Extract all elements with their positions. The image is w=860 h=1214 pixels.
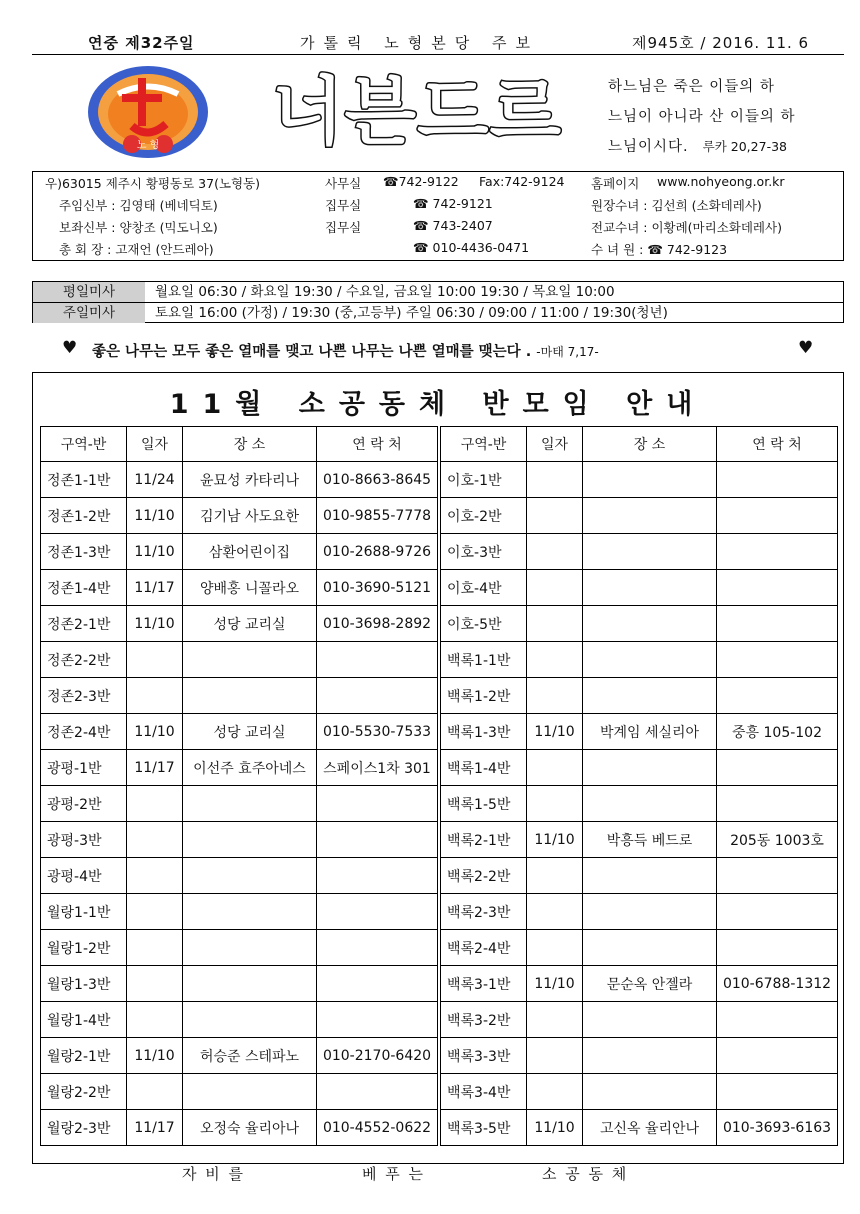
contact-cell: 010-8663-8645: [317, 462, 438, 498]
verse-reference: -마태 7,17-: [536, 345, 599, 359]
place-cell: [583, 570, 717, 606]
fax-number: Fax:742-9124: [479, 174, 565, 189]
info-row: [33, 174, 843, 196]
meeting-table-right: [440, 426, 838, 1146]
date-cell: [527, 462, 583, 498]
place-cell: [583, 642, 717, 678]
pastor: 주임신부 : 김영태 (베네딕토): [59, 198, 218, 213]
group-cell: 월랑2-1반: [41, 1038, 127, 1074]
header-group: 구역-반: [41, 427, 127, 462]
table-row: [41, 894, 438, 930]
date-cell: [527, 1002, 583, 1038]
date-cell: [527, 678, 583, 714]
contact-cell: 010-9855-7778: [317, 498, 438, 534]
rectory-label: 집무실: [325, 198, 362, 213]
contact-cell: 010-3698-2892: [317, 606, 438, 642]
info-row: [33, 218, 843, 240]
table-row: [441, 678, 838, 714]
rectory-phone: ☎ 743-2407: [413, 218, 493, 233]
contact-cell: [317, 678, 438, 714]
date-cell: [527, 894, 583, 930]
date-cell: [127, 930, 183, 966]
group-cell: 이호-5반: [441, 606, 527, 642]
table-row: [441, 750, 838, 786]
bulletin-header: [32, 30, 844, 55]
date-cell: [527, 930, 583, 966]
table-row: [41, 714, 438, 750]
date-cell: [527, 498, 583, 534]
contact-cell: 010-6788-1312: [717, 966, 838, 1002]
masthead-title: 너븐드르: [272, 69, 562, 155]
weekday-mass-row: [33, 282, 843, 303]
header-contact: 연 락 처: [317, 427, 438, 462]
group-cell: 광평-3반: [41, 822, 127, 858]
place-cell: [183, 858, 317, 894]
place-cell: [183, 786, 317, 822]
table-row: [41, 678, 438, 714]
date-cell: [127, 894, 183, 930]
table-row: [41, 822, 438, 858]
place-cell: 고신옥 율리안나: [583, 1110, 717, 1146]
date-cell: 11/10: [527, 822, 583, 858]
rectory-label: 집무실: [325, 220, 362, 235]
group-cell: 백록1-4반: [441, 750, 527, 786]
table-row: [41, 1038, 438, 1074]
group-cell: 이호-2반: [441, 498, 527, 534]
place-cell: [183, 1002, 317, 1038]
contact-cell: [717, 1074, 838, 1110]
issue-number-date: 제945호 / 2016. 11. 6: [632, 34, 810, 52]
place-cell: [183, 822, 317, 858]
weekday-mass-label: 평일미사: [33, 282, 145, 302]
group-cell: 백록3-3반: [441, 1038, 527, 1074]
liturgical-week: 연중 제32주일: [88, 34, 195, 52]
logo-text: 노 형: [136, 140, 160, 151]
date-cell: 11/24: [127, 462, 183, 498]
table-row: [441, 966, 838, 1002]
contact-cell: [717, 894, 838, 930]
group-cell: 정존1-2반: [41, 498, 127, 534]
date-cell: [127, 642, 183, 678]
group-cell: 월랑1-4반: [41, 1002, 127, 1038]
table-row: [441, 930, 838, 966]
footer-word: 자 비 를: [182, 1165, 246, 1183]
place-cell: [583, 786, 717, 822]
group-cell: 백록1-3반: [441, 714, 527, 750]
table-header-row: [41, 427, 438, 462]
group-cell: 백록1-2반: [441, 678, 527, 714]
contact-cell: [317, 894, 438, 930]
table-row: [41, 858, 438, 894]
date-cell: [527, 786, 583, 822]
group-cell: 백록3-2반: [441, 1002, 527, 1038]
info-row: [33, 240, 843, 262]
date-cell: 11/10: [127, 606, 183, 642]
table-row: [441, 786, 838, 822]
date-cell: [127, 1002, 183, 1038]
table-row: [441, 534, 838, 570]
table-row: [441, 498, 838, 534]
council-president: 총 회 장 : 고재언 (안드레아): [59, 242, 214, 257]
info-row: [33, 196, 843, 218]
table-row: [441, 606, 838, 642]
group-cell: 정존1-3반: [41, 534, 127, 570]
group-cell: 백록3-5반: [441, 1110, 527, 1146]
place-cell: 이선주 효주아네스: [183, 750, 317, 786]
place-cell: 성당 교리실: [183, 606, 317, 642]
contact-cell: [717, 462, 838, 498]
sunday-mass-row: [33, 303, 843, 323]
date-cell: [527, 642, 583, 678]
table-row: [41, 642, 438, 678]
superior-sister: 원장수녀 : 김선희 (소화데레사): [591, 198, 762, 213]
footer-word: 베 푸 는: [362, 1165, 426, 1183]
group-cell: 정존2-1반: [41, 606, 127, 642]
group-cell: 월랑2-2반: [41, 1074, 127, 1110]
rectory-phone: ☎ 742-9121: [413, 196, 493, 211]
contact-cell: 010-2688-9726: [317, 534, 438, 570]
contact-cell: 010-4552-0622: [317, 1110, 438, 1146]
gospel-quote: [608, 72, 844, 162]
place-cell: [583, 1038, 717, 1074]
date-cell: 11/10: [127, 534, 183, 570]
header-date: 일자: [127, 427, 183, 462]
place-cell: [183, 1074, 317, 1110]
contact-cell: [317, 930, 438, 966]
group-cell: 이호-4반: [441, 570, 527, 606]
table-row: [441, 1110, 838, 1146]
contact-cell: [317, 822, 438, 858]
table-row: [441, 1074, 838, 1110]
table-row: [441, 894, 838, 930]
group-cell: 백록1-5반: [441, 786, 527, 822]
header-group: 구역-반: [441, 427, 527, 462]
contact-cell: [717, 1002, 838, 1038]
quote-line-3: 느님이시다.: [608, 139, 689, 155]
date-cell: 11/17: [127, 570, 183, 606]
table-row: [41, 966, 438, 1002]
contact-cell: [317, 642, 438, 678]
date-cell: 11/17: [127, 1110, 183, 1146]
place-cell: [583, 1002, 717, 1038]
heart-icon: ♥: [798, 338, 814, 358]
date-cell: [527, 750, 583, 786]
contact-cell: [317, 1002, 438, 1038]
mass-schedule: [32, 281, 844, 323]
group-cell: 월랑1-3반: [41, 966, 127, 1002]
contact-cell: [717, 498, 838, 534]
date-cell: [527, 534, 583, 570]
place-cell: [583, 606, 717, 642]
date-cell: 11/10: [127, 498, 183, 534]
contact-cell: [317, 966, 438, 1002]
table-row: [41, 462, 438, 498]
group-cell: 백록2-3반: [441, 894, 527, 930]
date-cell: 11/10: [127, 1038, 183, 1074]
group-cell: 정존2-2반: [41, 642, 127, 678]
date-cell: [127, 822, 183, 858]
place-cell: [183, 678, 317, 714]
homepage-label: 홈페이지: [591, 176, 640, 191]
quote-line-1: 하느님은 죽은 이들의 하: [608, 79, 775, 95]
contact-cell: 010-2170-6420: [317, 1038, 438, 1074]
sunday-mass-times: 토요일 16:00 (가정) / 19:30 (중,고등부) 주일 06:30 / 09:00 / 11:00 / 19:30(청년): [155, 305, 668, 321]
table-row: [41, 1002, 438, 1038]
homepage-url[interactable]: www.nohyeong.or.kr: [657, 174, 785, 189]
contact-cell: [717, 534, 838, 570]
group-cell: 백록2-4반: [441, 930, 527, 966]
place-cell: [583, 498, 717, 534]
place-cell: 윤묘성 카타리나: [183, 462, 317, 498]
convent-phone: 수 녀 원 : ☎ 742-9123: [591, 242, 728, 257]
assistant-priest: 보좌신부 : 양창조 (믹도니오): [59, 220, 218, 235]
table-row: [41, 534, 438, 570]
table-row: [41, 930, 438, 966]
table-row: [441, 642, 838, 678]
table-row: [41, 1110, 438, 1146]
date-cell: [527, 858, 583, 894]
contact-cell: 010-5530-7533: [317, 714, 438, 750]
date-cell: 11/10: [527, 1110, 583, 1146]
date-cell: 11/10: [127, 714, 183, 750]
place-cell: [183, 642, 317, 678]
date-cell: [527, 606, 583, 642]
quote-line-2: 느님이 아니라 산 이들의 하: [608, 109, 796, 125]
table-header-row: [441, 427, 838, 462]
contact-cell: [717, 642, 838, 678]
footer-word: 소 공 동 체: [542, 1165, 629, 1183]
header-date: 일자: [527, 427, 583, 462]
table-row: [41, 1074, 438, 1110]
place-cell: [583, 534, 717, 570]
meeting-table-left: [40, 426, 438, 1146]
table-row: [441, 858, 838, 894]
missionary-sister: 전교수녀 : 이황례(마리소화데레사): [591, 220, 782, 235]
section-title: 11월 소공동체 반모임 안내: [169, 389, 707, 420]
date-cell: [527, 570, 583, 606]
group-cell: 이호-1반: [441, 462, 527, 498]
bulletin-name: 가톨릭 노형본당 주보: [300, 34, 539, 52]
date-cell: [527, 1038, 583, 1074]
date-cell: 11/10: [527, 966, 583, 1002]
group-cell: 광평-1반: [41, 750, 127, 786]
bible-verse: [32, 338, 844, 362]
header-place: 장 소: [583, 427, 717, 462]
contact-cell: [717, 570, 838, 606]
contact-cell: 스페이스1차 301: [317, 750, 438, 786]
date-cell: [127, 966, 183, 1002]
weekday-mass-times: 월요일 06:30 / 화요일 19:30 / 수요일, 금요일 10:00 19:30 / 목요일 10:00: [155, 284, 615, 300]
group-cell: 백록1-1반: [441, 642, 527, 678]
contact-cell: [317, 1074, 438, 1110]
group-cell: 이호-3반: [441, 534, 527, 570]
council-phone: ☎ 010-4436-0471: [413, 240, 530, 255]
table-row: [441, 714, 838, 750]
contact-cell: [717, 606, 838, 642]
group-cell: 정존1-4반: [41, 570, 127, 606]
contact-cell: [717, 750, 838, 786]
date-cell: 11/17: [127, 750, 183, 786]
group-cell: 백록3-4반: [441, 1074, 527, 1110]
place-cell: [583, 858, 717, 894]
contact-cell: 205동 1003호: [717, 822, 838, 858]
contact-cell: [317, 786, 438, 822]
table-row: [41, 606, 438, 642]
header-contact: 연 락 처: [717, 427, 838, 462]
place-cell: [583, 678, 717, 714]
place-cell: [183, 930, 317, 966]
parish-address: 우)63015 제주시 황평동로 37(노형동): [45, 176, 261, 191]
place-cell: [183, 894, 317, 930]
place-cell: 양배홍 니꼴라오: [183, 570, 317, 606]
place-cell: 삼환어린이집: [183, 534, 317, 570]
parish-info-box: [32, 171, 844, 261]
place-cell: 오정숙 율리아나: [183, 1110, 317, 1146]
sunday-mass-label: 주일미사: [33, 303, 145, 323]
contact-cell: [717, 930, 838, 966]
contact-cell: 010-3690-5121: [317, 570, 438, 606]
place-cell: 박계임 세실리아: [583, 714, 717, 750]
header-place: 장 소: [183, 427, 317, 462]
place-cell: [183, 966, 317, 1002]
place-cell: [583, 1074, 717, 1110]
date-cell: [127, 858, 183, 894]
date-cell: [127, 786, 183, 822]
group-cell: 정존2-3반: [41, 678, 127, 714]
group-cell: 백록2-1반: [441, 822, 527, 858]
office-label: 사무실: [325, 176, 362, 191]
place-cell: [583, 930, 717, 966]
date-cell: [127, 678, 183, 714]
group-cell: 정존2-4반: [41, 714, 127, 750]
office-phone: ☎742-9122: [383, 174, 459, 189]
date-cell: [127, 1074, 183, 1110]
group-cell: 정존1-1반: [41, 462, 127, 498]
table-row: [441, 822, 838, 858]
group-cell: 백록2-2반: [441, 858, 527, 894]
place-cell: [583, 750, 717, 786]
group-cell: 월랑2-3반: [41, 1110, 127, 1146]
place-cell: 김기남 사도요한: [183, 498, 317, 534]
date-cell: 11/10: [527, 714, 583, 750]
contact-cell: [717, 678, 838, 714]
table-row: [41, 498, 438, 534]
table-row: [441, 1002, 838, 1038]
verse-text: 좋은 나무는 모두 좋은 열매를 맺고 나쁜 나무는 나쁜 열매를 맺는다 .: [92, 344, 532, 360]
date-cell: [527, 1074, 583, 1110]
table-row: [441, 570, 838, 606]
table-row: [441, 462, 838, 498]
group-cell: 월랑1-2반: [41, 930, 127, 966]
contact-cell: 중흥 105-102: [717, 714, 838, 750]
contact-cell: 010-3693-6163: [717, 1110, 838, 1146]
place-cell: [583, 894, 717, 930]
place-cell: 문순옥 안젤라: [583, 966, 717, 1002]
contact-cell: [717, 858, 838, 894]
parish-logo: [86, 64, 210, 160]
place-cell: 허승준 스테파노: [183, 1038, 317, 1074]
contact-cell: [717, 786, 838, 822]
group-cell: 광평-2반: [41, 786, 127, 822]
heart-icon: ♥: [62, 338, 78, 358]
group-cell: 광평-4반: [41, 858, 127, 894]
group-cell: 월랑1-1반: [41, 894, 127, 930]
place-cell: 박흥득 베드로: [583, 822, 717, 858]
place-cell: [583, 462, 717, 498]
place-cell: 성당 교리실: [183, 714, 317, 750]
table-row: [41, 570, 438, 606]
group-cell: 백록3-1반: [441, 966, 527, 1002]
table-row: [441, 1038, 838, 1074]
contact-cell: [717, 1038, 838, 1074]
table-row: [41, 750, 438, 786]
table-row: [41, 786, 438, 822]
quote-reference: 루카 20,27-38: [702, 139, 787, 154]
contact-cell: [317, 858, 438, 894]
